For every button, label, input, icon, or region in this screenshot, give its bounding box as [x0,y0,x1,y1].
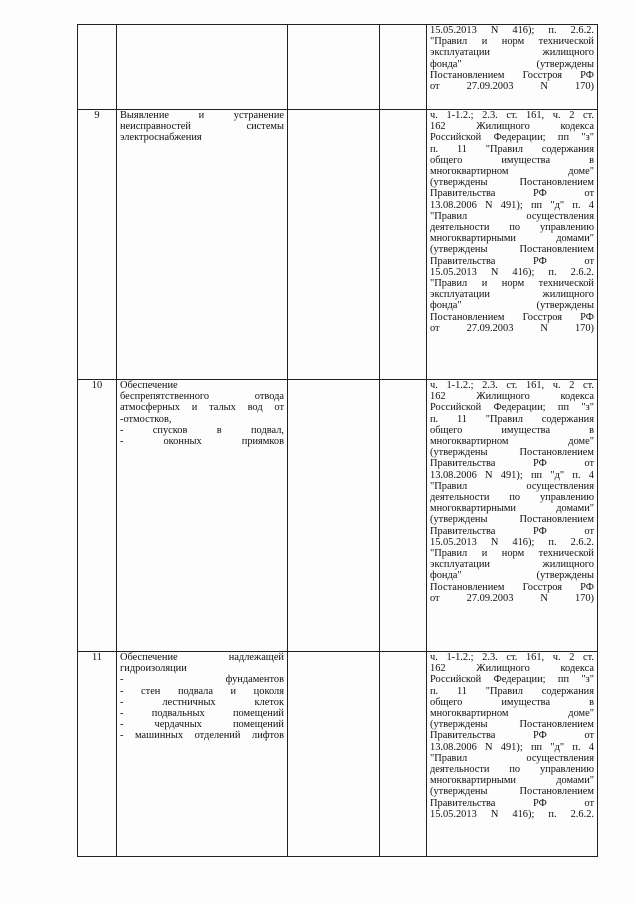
work-line: Обеспечение надлежащей [120,652,284,663]
legal-basis-line: 162 Жилищного кодекса [430,121,594,133]
legal-basis-line: Российской Федерации; пп "з" [430,132,594,144]
empty-cell [380,380,427,652]
legal-basis [427,25,598,110]
work-line: Обеспечение [120,380,178,391]
legal-basis-line: от 27.09.2003 N 170) [430,322,594,334]
work-line: неисправностей системы [120,121,284,133]
empty-cell [380,25,427,110]
legal-basis-line: 15.05.2013 N 416); п. 2.6.2. [430,25,594,36]
work-line: - лестничных клеток [120,696,284,708]
work-line: электроснабжения [120,132,202,144]
legal-basis-line: 162 Жилищного кодекса [430,391,594,403]
legal-basis-line: Правительства РФ от [430,458,594,470]
legal-basis [427,380,598,652]
legal-basis-line: Российской Федерации; пп "з" [430,402,594,414]
work-line: - спусков в подвал, [120,424,284,436]
legal-basis-line: общего имущества в [430,696,594,708]
row-number [78,25,117,110]
table-row [78,652,598,857]
legal-basis-line: Правительства РФ от [430,525,594,537]
row-number: 10 [78,380,117,652]
legal-basis-line: "Правил и норм технической [430,36,594,48]
work-line: Выявление и устранение [120,110,284,121]
legal-basis-line: Правительства РФ от [430,188,594,200]
table-row [78,25,598,110]
empty-cell [288,652,380,857]
legal-basis-line: Российской Федерации; пп "з" [430,674,594,686]
legal-basis-line: 15.05.2013 N 416); п. 2.6.2. [430,808,594,820]
legal-basis-line: ч. 1-1.2.; 2.3. ст. 161, ч. 2 ст. [430,380,594,391]
empty-cell [288,25,380,110]
legal-basis-line: п. 11 "Правил содержания [430,685,594,697]
legal-basis-line: многоквартирном доме" [430,708,594,720]
legal-basis-line: "Правил осуществления [430,752,594,764]
work-line: атмосферных и талых вод от [120,402,284,414]
work-line: -отмостков, [120,413,172,425]
legal-basis-line: 13.08.2006 N 491); пп "д" п. 4 [430,199,594,211]
legal-basis-line: фонда" (утверждены [430,58,594,70]
legal-basis-line: "Правил и норм технической [430,278,594,290]
legal-basis-line: Постановлением Госстроя РФ [430,311,594,323]
legal-basis-line: общего имущества в [430,154,594,166]
legal-basis-line: многоквартирном доме" [430,166,594,178]
legal-basis-line: фонда" (утверждены [430,570,594,582]
legal-basis-line: многоквартирными домами" [430,775,594,787]
legal-basis-line: общего имущества в [430,424,594,436]
legal-basis-line: Постановлением Госстроя РФ [430,69,594,81]
legal-basis-line: (утверждены Постановлением [430,177,594,189]
legal-basis-line: деятельности по управлению [430,222,594,234]
legal-basis-line: деятельности по управлению [430,492,594,504]
legal-basis-line: деятельности по управлению [430,764,594,776]
work-line: - чердачных помещений [120,719,284,731]
legal-basis-line: 15.05.2013 N 416); п. 2.6.2. [430,536,594,548]
row-number: 9 [78,110,117,380]
legal-basis-line: 13.08.2006 N 491); пп "д" п. 4 [430,741,594,753]
empty-cell [380,652,427,857]
legal-basis-line: от 27.09.2003 N 170) [430,81,594,93]
legal-basis-line: (утверждены Постановлением [430,244,594,256]
legal-basis-line: п. 11 "Правил содержания [430,413,594,425]
legal-basis-line: Правительства РФ от [430,797,594,809]
empty-cell [380,110,427,380]
work-description [117,380,288,652]
legal-basis-line: от 27.09.2003 N 170) [430,592,594,604]
legal-basis-line: ч. 1-1.2.; 2.3. ст. 161, ч. 2 ст. [430,110,594,121]
legal-basis-line: многоквартирными домами" [430,233,594,245]
legal-basis-line: п. 11 "Правил содержания [430,143,594,155]
empty-cell [288,380,380,652]
legal-basis-line: (утверждены Постановлением [430,719,594,731]
legal-basis-line: эксплуатации жилищного [430,289,594,301]
work-line: - машинных отделений лифтов [120,730,284,742]
work-line: - оконных приямков [120,436,284,448]
work-line: беспрепятственного отвода [120,391,284,403]
legal-basis-line: 162 Жилищного кодекса [430,663,594,675]
work-description [117,110,288,380]
legal-basis-line: "Правил осуществления [430,210,594,222]
legal-basis-line: эксплуатации жилищного [430,47,594,59]
legal-basis-line: эксплуатации жилищного [430,559,594,571]
legal-basis-line: Постановлением Госстроя РФ [430,581,594,593]
work-line: - подвальных помещений [120,708,284,720]
legal-basis-line: 13.08.2006 N 491); пп "д" п. 4 [430,469,594,481]
legal-basis-line: "Правил и норм технической [430,548,594,560]
legal-basis [427,652,598,857]
work-description [117,25,288,110]
work-line: - фундаментов [120,674,284,686]
legal-basis-line: Правительства РФ от [430,730,594,742]
legal-basis-line: многоквартирном доме" [430,436,594,448]
row-number: 11 [78,652,117,857]
table-row [78,110,598,380]
legal-basis-line: Правительства РФ от [430,255,594,267]
legal-basis-line: (утверждены Постановлением [430,786,594,798]
work-description [117,652,288,857]
legal-basis-line: фонда" (утверждены [430,300,594,312]
works-table-body [78,25,598,857]
legal-basis-line: ч. 1-1.2.; 2.3. ст. 161, ч. 2 ст. [430,652,594,663]
work-line: гидроизоляции [120,663,187,675]
work-line: - стен подвала и цоколя [120,685,284,697]
empty-cell [288,110,380,380]
legal-basis-line: 15.05.2013 N 416); п. 2.6.2. [430,266,594,278]
legal-basis-line: "Правил осуществления [430,480,594,492]
legal-basis-line: многоквартирными домами" [430,503,594,515]
legal-basis-line: (утверждены Постановлением [430,514,594,526]
table-row [78,380,598,652]
works-table [77,24,598,857]
legal-basis [427,110,598,380]
legal-basis-line: (утверждены Постановлением [430,447,594,459]
